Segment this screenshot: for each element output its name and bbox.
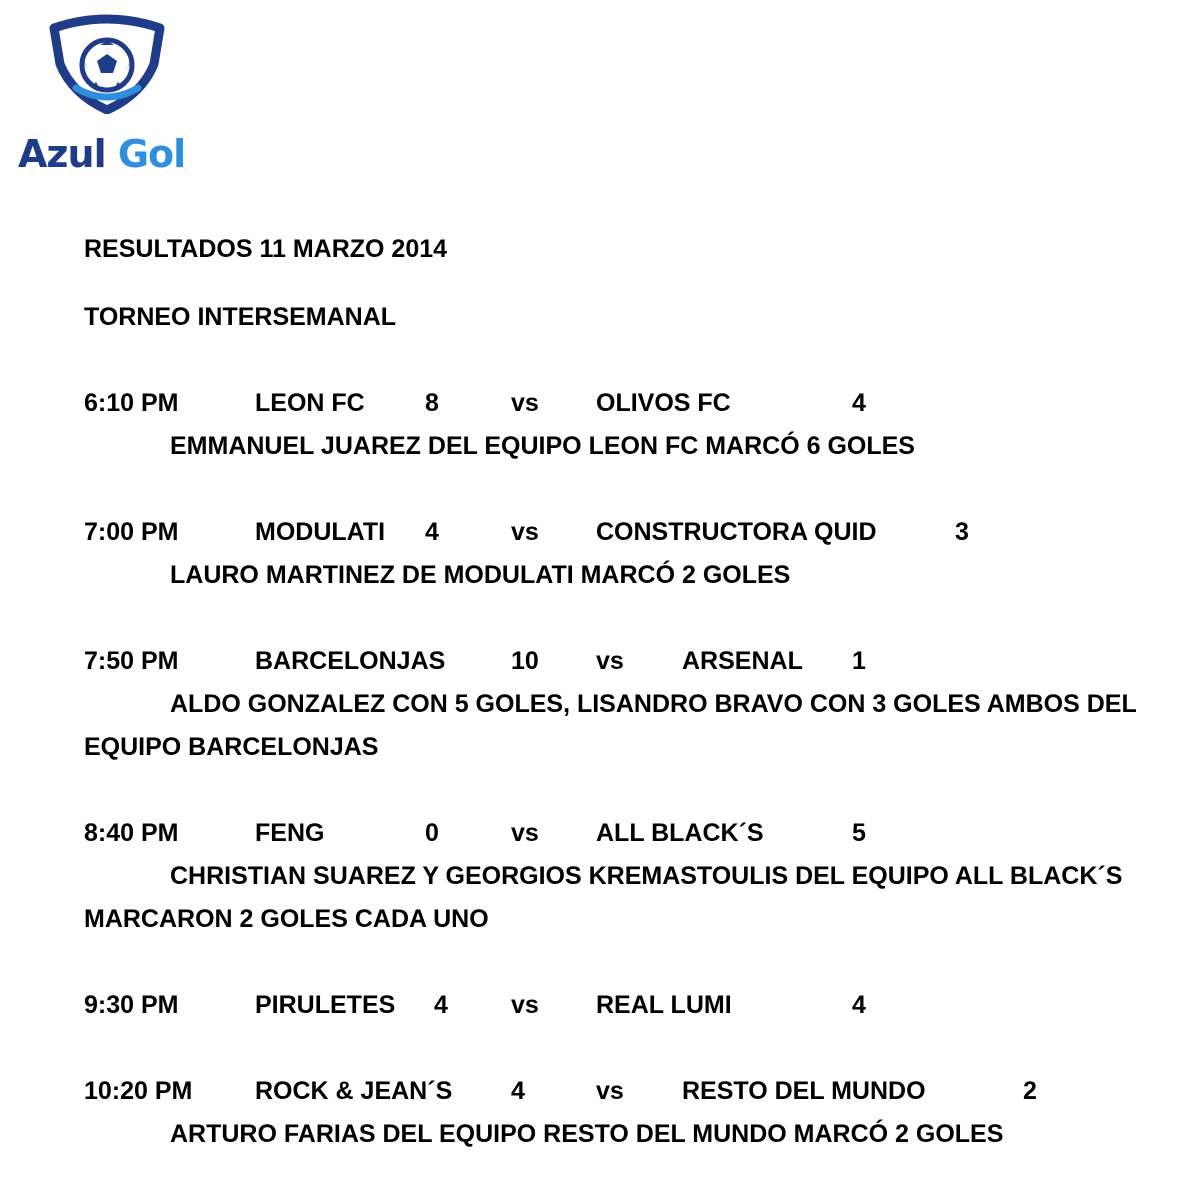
away-score: 4	[852, 991, 866, 1019]
match-time: 7:00 PM	[84, 518, 179, 546]
home-score: 4	[425, 518, 439, 546]
match-time: 7:50 PM	[84, 647, 179, 675]
home-team: LEON FC	[255, 389, 365, 417]
azul-gol-logo	[14, 14, 184, 179]
home-team: FENG	[255, 819, 325, 847]
home-team: PIRULETES	[255, 991, 396, 1019]
match-time: 10:20 PM	[84, 1077, 193, 1105]
away-team: OLIVOS FC	[596, 389, 731, 417]
away-team: REAL LUMI	[596, 991, 732, 1019]
match-row	[84, 640, 1164, 683]
away-score: 1	[852, 647, 866, 675]
away-team: ARSENAL	[682, 647, 803, 675]
vs-label: vs	[596, 647, 624, 675]
vs-label: vs	[511, 819, 539, 847]
vs-label: vs	[511, 389, 539, 417]
home-score: 8	[425, 389, 439, 417]
away-score: 3	[955, 518, 969, 546]
away-score: 5	[852, 819, 866, 847]
away-team: ALL BLACK´S	[596, 819, 764, 847]
match-time: 6:10 PM	[84, 389, 179, 417]
home-score: 4	[434, 991, 448, 1019]
home-team: ROCK & JEAN´S	[255, 1077, 453, 1105]
match-time: 9:30 PM	[84, 991, 179, 1019]
match-row	[84, 984, 1164, 1027]
match-time: 8:40 PM	[84, 819, 179, 847]
away-team: CONSTRUCTORA QUID	[596, 518, 877, 546]
goal-note: CHRISTIAN SUAREZ Y GEORGIOS KREMASTOULIS DEL EQUIPO ALL BLACK´S MARCARON 2 GOLES CADA UNO	[84, 862, 1123, 933]
page-title: RESULTADOS 11 MARZO 2014	[84, 235, 448, 263]
away-score: 4	[852, 389, 866, 417]
home-score: 4	[511, 1077, 525, 1105]
home-team: MODULATI	[255, 518, 386, 546]
match-row	[84, 1070, 1164, 1113]
away-score: 2	[1023, 1077, 1037, 1105]
logo-wordmark: Azul Gol	[18, 132, 186, 176]
goal-note: ALDO GONZALEZ CON 5 GOLES, LISANDRO BRAVO CON 3 GOLES AMBOS DEL EQUIPO BARCELONJAS	[84, 690, 1137, 761]
tournament-name: TORNEO INTERSEMANAL	[84, 303, 397, 331]
match-row	[84, 812, 1164, 855]
match-row	[84, 511, 1164, 554]
goal-note: EMMANUEL JUAREZ DEL EQUIPO LEON FC MARCÓ 6 GOLES	[170, 432, 915, 460]
vs-label: vs	[596, 1077, 624, 1105]
goal-note: LAURO MARTINEZ DE MODULATI MARCÓ 2 GOLES	[170, 561, 791, 589]
home-score: 10	[511, 647, 539, 675]
shield-soccer-ball-icon	[48, 14, 166, 114]
match-row	[84, 382, 1164, 425]
home-team: BARCELONJAS	[255, 647, 446, 675]
away-team: RESTO DEL MUNDO	[682, 1077, 926, 1105]
vs-label: vs	[511, 991, 539, 1019]
goal-note: ARTURO FARIAS DEL EQUIPO RESTO DEL MUNDO MARCÓ 2 GOLES	[170, 1120, 1004, 1148]
vs-label: vs	[511, 518, 539, 546]
home-score: 0	[425, 819, 439, 847]
